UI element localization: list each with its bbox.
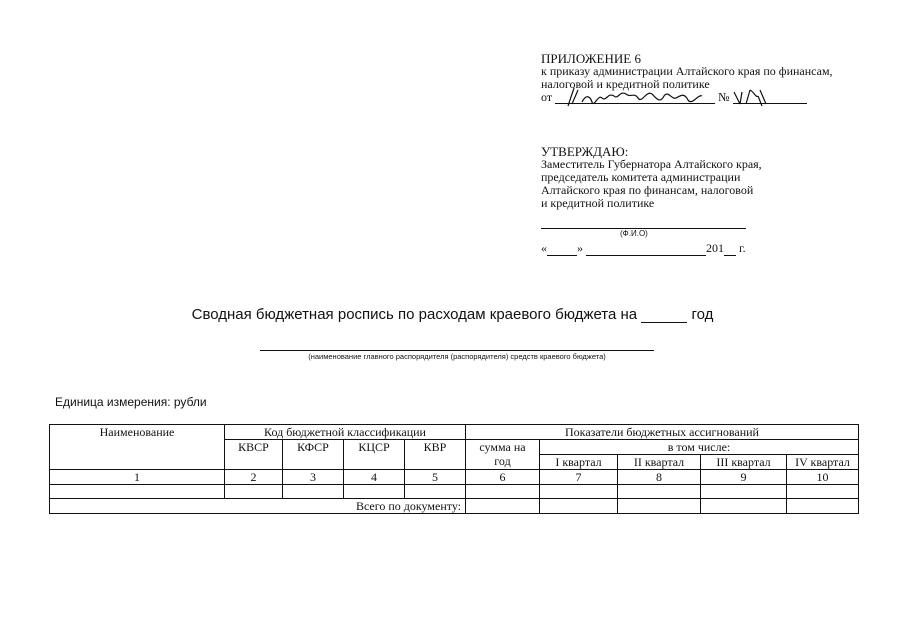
appendix-title: ПРИЛОЖЕНИЕ 6 [541, 51, 641, 66]
approval-block [541, 145, 762, 210]
month-field [586, 243, 706, 256]
table-cell [50, 485, 225, 499]
table-cell [405, 485, 466, 499]
col-number: 8 [618, 470, 701, 485]
table-cell [618, 499, 701, 514]
header-quarter-1: I квартал [540, 455, 618, 470]
col-number: 7 [540, 470, 618, 485]
approval-date-row [541, 241, 746, 256]
col-number: 2 [225, 470, 283, 485]
manager-caption: (наименование главного распорядителя (распорядителя) средств краевого бюджета) [308, 352, 606, 361]
approval-line-3: Алтайского края по финансам, налоговой [541, 183, 754, 197]
table-cell [618, 485, 701, 499]
title-text: Сводная бюджетная роспись по расходам краевого бюджета на [191, 306, 638, 323]
date-open-quote: « [541, 241, 547, 255]
header-kfsr: КФСР [283, 440, 344, 470]
approval-line-2: председатель комитета администрации [541, 170, 741, 184]
col-number: 1 [50, 470, 225, 485]
approval-line-4: и кредитной политике [541, 196, 655, 210]
document-title [0, 306, 905, 323]
budget-table [49, 424, 859, 514]
header-sum-line-1: сумма на [479, 440, 526, 454]
header-quarter-4: IV квартал [787, 455, 859, 470]
header-code-group: Код бюджетной классификации [225, 425, 466, 440]
manager-line [260, 350, 654, 351]
approval-title: УТВЕРЖДАЮ: [541, 144, 629, 159]
header-indicators-group: Показатели бюджетных ассигнований [466, 425, 859, 440]
table-cell [225, 485, 283, 499]
col-number: 6 [466, 470, 540, 485]
header-sum [466, 440, 540, 470]
table-row-total [50, 499, 859, 514]
approval-line-1: Заместитель Губернатора Алтайского края, [541, 157, 762, 171]
table-cell [787, 485, 859, 499]
header-quarter-2: II квартал [618, 455, 701, 470]
handwritten-signature [560, 84, 800, 112]
total-label: Всего по документу: [50, 499, 466, 514]
year-field [724, 243, 736, 256]
table-cell [466, 485, 540, 499]
col-number: 10 [787, 470, 859, 485]
title-year-field [641, 308, 687, 323]
date-close-quote: » [577, 241, 583, 255]
appendix-number-label: № [718, 90, 730, 104]
table-cell [466, 499, 540, 514]
table-cell [701, 499, 787, 514]
year-suffix: г. [739, 241, 746, 255]
col-number: 4 [344, 470, 405, 485]
table-cell [701, 485, 787, 499]
table-row-numbers [50, 470, 859, 485]
table-cell [283, 485, 344, 499]
header-name: Наименование [50, 425, 225, 470]
table-row [50, 485, 859, 499]
appendix-line-1: к приказу администрации Алтайского края по финансам, [541, 64, 833, 78]
table-cell [344, 485, 405, 499]
appendix-line-2: налоговой и кредитной политике [541, 77, 710, 91]
header-including: в том числе: [540, 440, 859, 455]
col-number: 5 [405, 470, 466, 485]
header-kvr: КВР [405, 440, 466, 470]
header-quarter-3: III квартал [701, 455, 787, 470]
header-kcsr: КЦСР [344, 440, 405, 470]
header-sum-line-2: год [494, 454, 511, 468]
unit-label: Единица измерения: рубли [55, 395, 207, 409]
year-prefix: 201 [706, 241, 724, 255]
col-number: 3 [283, 470, 344, 485]
table-cell [540, 485, 618, 499]
col-number: 9 [701, 470, 787, 485]
day-field [547, 243, 577, 256]
header-kvsr: КВСР [225, 440, 283, 470]
title-year-word: год [691, 306, 714, 323]
table-cell [540, 499, 618, 514]
appendix-from-label: от [541, 90, 553, 104]
fio-caption: (Ф.И.О) [620, 229, 648, 238]
table-cell [787, 499, 859, 514]
